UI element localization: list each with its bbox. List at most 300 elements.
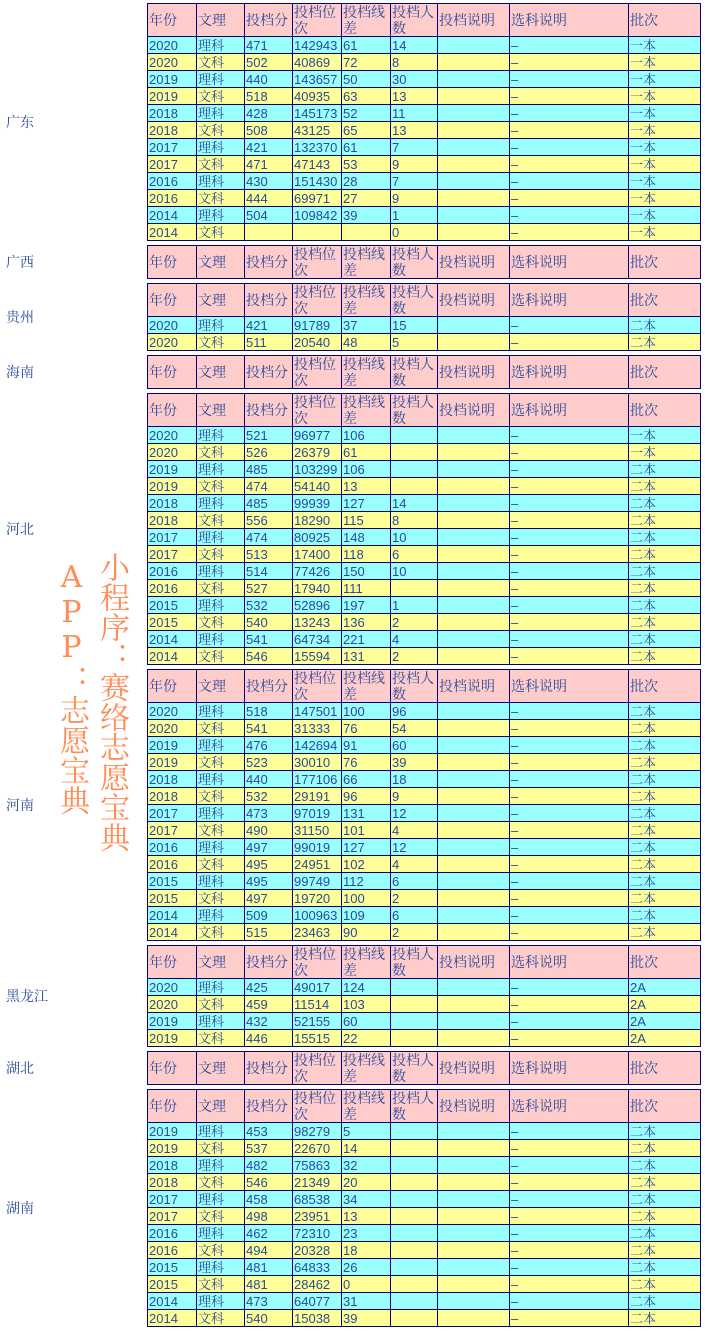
- table-cell: 0: [391, 224, 438, 241]
- table-row: [148, 173, 701, 190]
- table-cell: 2017: [148, 1208, 197, 1225]
- table-cell: [391, 1191, 438, 1208]
- table-cell: [438, 444, 510, 461]
- province-block: [0, 945, 705, 1047]
- table-cell: 2A: [629, 1030, 701, 1047]
- header-cell: 投档分: [245, 946, 293, 979]
- table-cell: –: [510, 122, 629, 139]
- table-cell: 10: [391, 529, 438, 546]
- header-cell: 文理: [197, 1052, 245, 1085]
- table-cell: 2015: [148, 1276, 197, 1293]
- header-cell: 文理: [197, 246, 245, 279]
- province-block: [0, 1051, 705, 1085]
- header-cell: 投档说明: [438, 4, 510, 37]
- table-cell: 459: [245, 996, 293, 1013]
- table-row: [148, 996, 701, 1013]
- header-cell: 投档位次: [293, 4, 342, 37]
- table-cell: [438, 512, 510, 529]
- table-row: [148, 631, 701, 648]
- table-cell: 二本: [629, 648, 701, 665]
- table-cell: 二本: [629, 754, 701, 771]
- table-cell: [245, 224, 293, 241]
- table-cell: 8: [391, 54, 438, 71]
- table-cell: –: [510, 1140, 629, 1157]
- table-cell: 102: [342, 856, 391, 873]
- score-table: [147, 393, 701, 665]
- header-cell: 选科说明: [510, 946, 629, 979]
- table-cell: 2: [391, 614, 438, 631]
- table-header: [148, 394, 701, 427]
- table-cell: 二本: [629, 1259, 701, 1276]
- table-cell: [438, 190, 510, 207]
- table-cell: 473: [245, 805, 293, 822]
- table-cell: 6: [391, 907, 438, 924]
- table-cell: 2014: [148, 924, 197, 941]
- table-cell: 60: [342, 1013, 391, 1030]
- header-cell: 批次: [629, 946, 701, 979]
- header-cell: 投档分: [245, 284, 293, 317]
- table-cell: 文科: [197, 614, 245, 631]
- table-cell: 14: [342, 1140, 391, 1157]
- score-table: [147, 355, 701, 389]
- table-cell: 10: [391, 563, 438, 580]
- header-cell: 投档位次: [293, 1090, 342, 1123]
- table-cell: 54: [391, 720, 438, 737]
- table-cell: –: [510, 1242, 629, 1259]
- table-cell: [391, 580, 438, 597]
- table-cell: 二本: [629, 563, 701, 580]
- table-cell: 2020: [148, 720, 197, 737]
- table-cell: 二本: [629, 771, 701, 788]
- table-cell: 2018: [148, 105, 197, 122]
- table-cell: 2017: [148, 1191, 197, 1208]
- header-cell: 投档线差: [342, 246, 391, 279]
- table-cell: 115: [342, 512, 391, 529]
- table-row: [148, 924, 701, 941]
- table-cell: [438, 334, 510, 351]
- table-cell: 二本: [629, 478, 701, 495]
- table-cell: 72: [342, 54, 391, 71]
- table-cell: 2019: [148, 1140, 197, 1157]
- table-cell: 文科: [197, 444, 245, 461]
- table-cell: 文科: [197, 478, 245, 495]
- score-table: [147, 669, 701, 941]
- table-row: [148, 648, 701, 665]
- table-cell: 2016: [148, 190, 197, 207]
- table-cell: 444: [245, 190, 293, 207]
- table-cell: [391, 1225, 438, 1242]
- header-cell: 投档人数: [391, 394, 438, 427]
- table-cell: 一本: [629, 427, 701, 444]
- table-row: [148, 597, 701, 614]
- table-row: [148, 1276, 701, 1293]
- table-cell: –: [510, 71, 629, 88]
- header-cell: 投档线差: [342, 394, 391, 427]
- table-cell: [391, 1030, 438, 1047]
- table-cell: 理科: [197, 563, 245, 580]
- table-cell: 2020: [148, 703, 197, 720]
- table-row: [148, 771, 701, 788]
- table-cell: –: [510, 771, 629, 788]
- table-cell: 文科: [197, 924, 245, 941]
- table-cell: 69971: [293, 190, 342, 207]
- table-row: [148, 1157, 701, 1174]
- table-cell: 文科: [197, 890, 245, 907]
- header-cell: 投档分: [245, 670, 293, 703]
- table-cell: [438, 754, 510, 771]
- table-cell: 2017: [148, 822, 197, 839]
- table-cell: –: [510, 890, 629, 907]
- table-cell: 504: [245, 207, 293, 224]
- table-row: [148, 822, 701, 839]
- header-cell: 投档说明: [438, 1090, 510, 1123]
- table-cell: [293, 224, 342, 241]
- table-cell: 143657: [293, 71, 342, 88]
- province-block: [0, 245, 705, 279]
- table-cell: 2019: [148, 1013, 197, 1030]
- province-name: 湖南: [6, 1200, 34, 1216]
- table-cell: [438, 1276, 510, 1293]
- table-cell: 2014: [148, 907, 197, 924]
- table-cell: 127: [342, 839, 391, 856]
- table-cell: 理科: [197, 771, 245, 788]
- table-cell: 2020: [148, 427, 197, 444]
- table-cell: 2016: [148, 580, 197, 597]
- table-row: [148, 427, 701, 444]
- table-cell: 61: [342, 139, 391, 156]
- table-cell: –: [510, 37, 629, 54]
- header-cell: 文理: [197, 670, 245, 703]
- table-cell: 7: [391, 139, 438, 156]
- table-cell: 476: [245, 737, 293, 754]
- table-cell: 23: [342, 1225, 391, 1242]
- table-header: [148, 356, 701, 389]
- table-cell: 523: [245, 754, 293, 771]
- table-cell: 509: [245, 907, 293, 924]
- table-cell: 19720: [293, 890, 342, 907]
- table-cell: [438, 317, 510, 334]
- table-cell: 2018: [148, 1174, 197, 1191]
- table-cell: [391, 478, 438, 495]
- table-cell: 17400: [293, 546, 342, 563]
- table-cell: 15594: [293, 648, 342, 665]
- table-cell: [438, 648, 510, 665]
- table-row: [148, 580, 701, 597]
- table-cell: 4: [391, 631, 438, 648]
- table-cell: 2015: [148, 614, 197, 631]
- table-cell: –: [510, 839, 629, 856]
- table-cell: –: [510, 703, 629, 720]
- table-cell: 二本: [629, 1123, 701, 1140]
- table-cell: 6: [391, 546, 438, 563]
- table-cell: [391, 996, 438, 1013]
- header-cell: 文理: [197, 946, 245, 979]
- table-cell: 文科: [197, 88, 245, 105]
- table-header: [148, 284, 701, 317]
- table-cell: 文科: [197, 1174, 245, 1191]
- table-cell: 518: [245, 703, 293, 720]
- table-cell: 43125: [293, 122, 342, 139]
- table-cell: 31: [342, 1293, 391, 1310]
- table-cell: 29191: [293, 788, 342, 805]
- table-row: [148, 37, 701, 54]
- table-cell: 理科: [197, 1259, 245, 1276]
- table-cell: [438, 224, 510, 241]
- table-cell: [438, 156, 510, 173]
- table-cell: [391, 1208, 438, 1225]
- table-cell: 106: [342, 427, 391, 444]
- table-row: [148, 334, 701, 351]
- table-cell: 80925: [293, 529, 342, 546]
- table-cell: 文科: [197, 1310, 245, 1327]
- table-row: [148, 1123, 701, 1140]
- header-cell: 文理: [197, 4, 245, 37]
- header-cell: 投档人数: [391, 284, 438, 317]
- header-cell: 批次: [629, 4, 701, 37]
- score-table: [147, 3, 701, 241]
- table-cell: –: [510, 1293, 629, 1310]
- table-cell: 515: [245, 924, 293, 941]
- table-cell: 理科: [197, 105, 245, 122]
- table-cell: 2015: [148, 597, 197, 614]
- table-cell: 514: [245, 563, 293, 580]
- header-cell: 投档人数: [391, 356, 438, 389]
- table-cell: 485: [245, 495, 293, 512]
- table-cell: 481: [245, 1259, 293, 1276]
- table-cell: 541: [245, 720, 293, 737]
- table-row: [148, 54, 701, 71]
- table-cell: 理科: [197, 427, 245, 444]
- table-cell: 2016: [148, 1242, 197, 1259]
- table-cell: 二本: [629, 1174, 701, 1191]
- table-cell: 541: [245, 631, 293, 648]
- header-cell: 批次: [629, 394, 701, 427]
- table-cell: 理科: [197, 461, 245, 478]
- header-cell: 投档位次: [293, 394, 342, 427]
- table-cell: –: [510, 1208, 629, 1225]
- header-cell: 投档线差: [342, 356, 391, 389]
- table-cell: 2014: [148, 648, 197, 665]
- table-row: [148, 495, 701, 512]
- table-cell: 91: [342, 737, 391, 754]
- table-cell: –: [510, 317, 629, 334]
- table-cell: –: [510, 788, 629, 805]
- table-cell: 61: [342, 444, 391, 461]
- table-cell: [438, 1013, 510, 1030]
- table-cell: 2: [391, 924, 438, 941]
- table-cell: 63: [342, 88, 391, 105]
- score-table: [147, 1089, 701, 1327]
- table-cell: 二本: [629, 924, 701, 941]
- table-cell: –: [510, 512, 629, 529]
- table-cell: [438, 105, 510, 122]
- table-cell: 二本: [629, 461, 701, 478]
- table-cell: 99939: [293, 495, 342, 512]
- table-cell: 理科: [197, 873, 245, 890]
- table-cell: 23463: [293, 924, 342, 941]
- header-cell: 年份: [148, 1090, 197, 1123]
- table-cell: 31333: [293, 720, 342, 737]
- score-table: [147, 283, 701, 351]
- table-cell: [438, 737, 510, 754]
- header-cell: 投档分: [245, 1090, 293, 1123]
- table-cell: 47143: [293, 156, 342, 173]
- table-cell: 2019: [148, 737, 197, 754]
- table-cell: 二本: [629, 334, 701, 351]
- table-cell: 文科: [197, 856, 245, 873]
- table-cell: 127: [342, 495, 391, 512]
- table-cell: 97019: [293, 805, 342, 822]
- table-cell: 54140: [293, 478, 342, 495]
- table-cell: 471: [245, 37, 293, 54]
- table-header: [148, 246, 701, 279]
- table-cell: 2019: [148, 88, 197, 105]
- table-cell: 二本: [629, 856, 701, 873]
- table-row: [148, 1259, 701, 1276]
- table-cell: 64077: [293, 1293, 342, 1310]
- table-cell: –: [510, 580, 629, 597]
- table-cell: 15515: [293, 1030, 342, 1047]
- table-cell: –: [510, 173, 629, 190]
- table-cell: 二本: [629, 737, 701, 754]
- table-cell: 20: [342, 1174, 391, 1191]
- table-cell: 497: [245, 839, 293, 856]
- table-cell: 2015: [148, 873, 197, 890]
- table-cell: 49017: [293, 979, 342, 996]
- table-row: [148, 88, 701, 105]
- table-cell: [438, 839, 510, 856]
- table-cell: 148: [342, 529, 391, 546]
- table-cell: 508: [245, 122, 293, 139]
- table-cell: 2016: [148, 563, 197, 580]
- table-cell: 二本: [629, 839, 701, 856]
- header-cell: 批次: [629, 284, 701, 317]
- header-cell: 投档人数: [391, 4, 438, 37]
- table-cell: 462: [245, 1225, 293, 1242]
- header-cell: 投档说明: [438, 356, 510, 389]
- table-row: [148, 71, 701, 88]
- table-cell: 理科: [197, 529, 245, 546]
- table-cell: 13: [342, 1208, 391, 1225]
- table-cell: [391, 427, 438, 444]
- table-cell: 526: [245, 444, 293, 461]
- table-cell: 文科: [197, 1030, 245, 1047]
- table-cell: 20328: [293, 1242, 342, 1259]
- table-cell: 一本: [629, 444, 701, 461]
- table-cell: 二本: [629, 805, 701, 822]
- table-cell: 理科: [197, 1191, 245, 1208]
- header-cell: 投档人数: [391, 946, 438, 979]
- table-cell: [391, 444, 438, 461]
- table-cell: 132370: [293, 139, 342, 156]
- table-cell: [438, 788, 510, 805]
- table-header: [148, 1090, 701, 1123]
- table-cell: 理科: [197, 1123, 245, 1140]
- table-cell: –: [510, 54, 629, 71]
- table-row: [148, 737, 701, 754]
- table-cell: 2018: [148, 771, 197, 788]
- header-cell: 投档说明: [438, 246, 510, 279]
- table-cell: 二本: [629, 890, 701, 907]
- table-cell: –: [510, 1191, 629, 1208]
- table-row: [148, 512, 701, 529]
- table-cell: [438, 996, 510, 1013]
- province-name: 黑龙江: [6, 988, 48, 1004]
- table-cell: 112: [342, 873, 391, 890]
- table-cell: 23951: [293, 1208, 342, 1225]
- table-cell: 532: [245, 597, 293, 614]
- header-cell: 投档分: [245, 246, 293, 279]
- table-cell: 5: [391, 334, 438, 351]
- table-cell: 二本: [629, 614, 701, 631]
- table-cell: 430: [245, 173, 293, 190]
- table-cell: 文科: [197, 788, 245, 805]
- table-cell: [438, 1225, 510, 1242]
- table-cell: [438, 495, 510, 512]
- table-cell: 446: [245, 1030, 293, 1047]
- table-cell: 40935: [293, 88, 342, 105]
- table-cell: 432: [245, 1013, 293, 1030]
- table-cell: 421: [245, 317, 293, 334]
- table-cell: 177106: [293, 771, 342, 788]
- table-cell: 106: [342, 461, 391, 478]
- table-cell: 二本: [629, 1140, 701, 1157]
- table-cell: –: [510, 737, 629, 754]
- table-cell: [438, 1293, 510, 1310]
- table-cell: 0: [342, 1276, 391, 1293]
- table-cell: 文科: [197, 754, 245, 771]
- table-cell: [391, 1157, 438, 1174]
- table-cell: 32: [342, 1157, 391, 1174]
- table-row: [148, 1225, 701, 1242]
- table-cell: 50: [342, 71, 391, 88]
- header-cell: 选科说明: [510, 246, 629, 279]
- table-cell: –: [510, 720, 629, 737]
- header-cell: 批次: [629, 356, 701, 389]
- table-cell: 96: [342, 788, 391, 805]
- header-cell: 投档说明: [438, 946, 510, 979]
- table-cell: [438, 1242, 510, 1259]
- table-cell: –: [510, 461, 629, 478]
- table-cell: 521: [245, 427, 293, 444]
- table-cell: [438, 478, 510, 495]
- header-cell: 选科说明: [510, 356, 629, 389]
- table-cell: 428: [245, 105, 293, 122]
- table-cell: 二本: [629, 1242, 701, 1259]
- table-cell: 理科: [197, 71, 245, 88]
- table-cell: [438, 71, 510, 88]
- table-cell: 495: [245, 856, 293, 873]
- table-cell: 64833: [293, 1259, 342, 1276]
- header-cell: 选科说明: [510, 1052, 629, 1085]
- table-cell: 2017: [148, 156, 197, 173]
- table-cell: 文科: [197, 1140, 245, 1157]
- table-cell: 527: [245, 580, 293, 597]
- table-row: [148, 703, 701, 720]
- table-cell: 2015: [148, 890, 197, 907]
- table-cell: 495: [245, 873, 293, 890]
- table-cell: 145173: [293, 105, 342, 122]
- header-cell: 选科说明: [510, 284, 629, 317]
- table-header: [148, 4, 701, 37]
- table-cell: 文科: [197, 580, 245, 597]
- table-row: [148, 317, 701, 334]
- table-cell: 481: [245, 1276, 293, 1293]
- table-cell: –: [510, 1259, 629, 1276]
- table-cell: –: [510, 856, 629, 873]
- table-cell: 一本: [629, 173, 701, 190]
- table-cell: 1: [391, 597, 438, 614]
